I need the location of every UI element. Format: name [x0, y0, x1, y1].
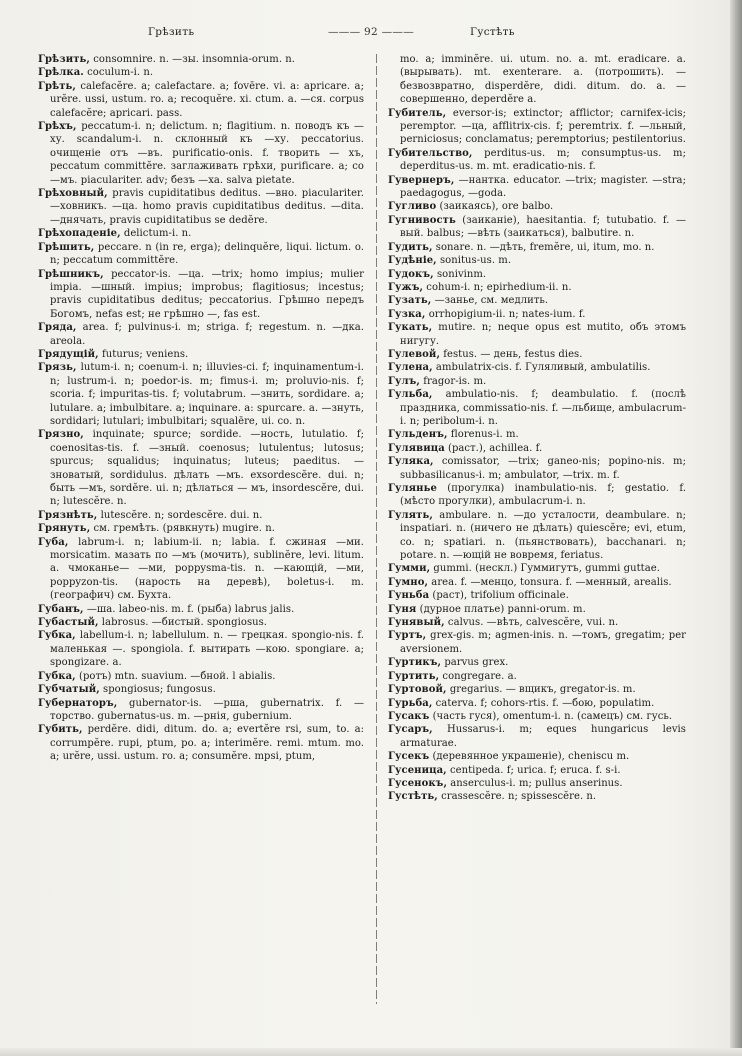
entry-definition: —нантка. educator. —trix; magister. —stra; paedagogus, —goda.	[400, 174, 686, 200]
entry-headword: Гулять,	[388, 509, 433, 521]
column-divider	[376, 54, 377, 1004]
dictionary-entry	[38, 428, 364, 508]
entry-headword: Гугливо	[388, 201, 437, 213]
entry-headword: Гумми,	[388, 563, 431, 575]
running-head	[0, 26, 742, 46]
entry-definition: cohum-i. n; epirhedium-ii. n.	[423, 281, 572, 293]
scan-page-edge	[730, 0, 742, 1056]
dictionary-entry	[38, 670, 364, 683]
entry-definition: lutescĕre. n; sordescĕre. dui. n.	[97, 509, 263, 521]
dictionary-entry	[38, 241, 364, 268]
entry-headword: Гуня	[388, 603, 417, 615]
entry-headword: Гульба,	[388, 389, 433, 401]
entry-headword: Гулена,	[388, 362, 433, 374]
entry-definition: area. f. —менцо, tonsura. f. —менный, arealis.	[428, 576, 672, 588]
entry-definition: sonare. n. —дѣть, fremĕre, ui, itum, mo. n.	[432, 241, 655, 253]
entry-definition: festus. — день, festus dies.	[440, 348, 583, 360]
entry-definition: pravis cupiditatibus deditus. —вно. piaculariter. —ховникъ. —ца. homo pravis cupiditatibus deditus. —dita. —днячать, pravis cupiditatibus se dedĕre.	[50, 188, 364, 226]
dictionary-entry	[388, 294, 686, 307]
dictionary-entry	[388, 509, 686, 563]
entry-definition: ambulatrix-cis. f. Гуляливый, ambulatilis.	[432, 362, 651, 374]
entry-headword: Губернаторъ,	[38, 697, 118, 709]
entry-headword: Гурьба,	[388, 697, 433, 709]
entry-definition: inquinate; spurce; sordide. —ность, lutulatio. f; coenositas-tis. f. —зный. coenosus; lutulentus; lutosus; spurcus; squalidus; inquinatus; luteus; paeditus. —зноватый, sordidulus. дѣлать —мъ. exsordescĕre. dui. n; быть —мъ, sordĕre. ui. n; дѣлаться — мъ, insordescĕre, dui. n; lutescĕre. n.	[50, 429, 364, 508]
entry-headword: Гукать,	[388, 322, 433, 334]
entry-definition: delictum-i. n.	[120, 228, 192, 240]
dictionary-entry	[38, 227, 364, 240]
entry-definition: ambulare. n. —до усталости, deambulare. n; inspatiari. n. (ничего не дѣлать) quiescĕre; evi, etum, co. n; spatiari. n. (пьянствовать), bacchanari. n; potare. n. —ющій не вовремя, feriatus.	[400, 509, 686, 562]
scan-bottom-edge	[0, 1048, 742, 1056]
dictionary-entry	[388, 268, 686, 281]
entry-headword: Грѣховный,	[38, 188, 108, 200]
entry-definition: gregarius. — вщикъ, gregator-is. m.	[446, 684, 636, 696]
dictionary-entry	[38, 536, 364, 603]
dictionary-entry	[388, 53, 686, 107]
entry-headword: Гулянье	[388, 483, 437, 494]
entry-headword: Грѣшникъ,	[38, 268, 104, 280]
dictionary-entry	[388, 603, 686, 616]
entry-headword: Губка,	[38, 630, 76, 642]
entry-headword: Губастый,	[38, 617, 99, 629]
entry-headword: Губительство,	[388, 147, 473, 159]
entry-headword: Гульденъ,	[388, 429, 448, 441]
dictionary-entry	[38, 120, 364, 187]
entry-definition: labrosus. —бистый. spongiosus.	[98, 617, 268, 629]
entry-definition: lutum-i. n; coenum-i. n; illuvies-ci. f; inquinamentum-i. n; lustrum-i. n; poedor-is. m; fimus-i. m; proluvio-nis. f; scoria. f; impuritas-tis. f; volutabrum. —знить, sordidare. a; lutulare. a; imbulbitare. a; inquinare. a: spurcare. a. —знуть, sordidari; lutulari; imbulbitari; squalēre, ui. co. n.	[50, 362, 364, 427]
entry-definition: parvus grex.	[441, 657, 509, 669]
dictionary-entry	[388, 616, 686, 629]
dictionary-entry	[38, 629, 364, 669]
entry-headword: Гудокъ,	[388, 268, 434, 280]
entry-definition: anserculus-i. m; pullus anserinus.	[447, 777, 623, 789]
entry-headword: Гулъ,	[388, 375, 421, 387]
dictionary-entry	[38, 723, 364, 763]
entry-headword: Гусеница,	[388, 764, 447, 776]
dictionary-entry	[388, 562, 686, 575]
entry-definition: labrum-i. n; labium-ii. n; labia. f. сжиная —ми. morsicatim. мазать по —мъ (мочить), sublinĕre, levi. litum. a. чмоканье— —ми, poppysma-tis. n. —кающій, —ми, poppyzon-tis. (нарость на деревѣ), boletus-i. m. (географич) см. Бухта.	[50, 536, 364, 602]
dictionary-entry	[388, 683, 686, 696]
dictionary-entry	[388, 482, 686, 509]
dictionary-entry	[38, 616, 364, 629]
entry-headword: Губка,	[38, 670, 76, 682]
entry-headword: Губчатый,	[38, 684, 100, 696]
entry-headword: Гугнивость	[388, 214, 456, 226]
dictionary-entry	[38, 80, 364, 120]
entry-definition: centipeda. f; urica. f; eruca. f. s-i.	[446, 764, 621, 776]
entry-headword: Гунявый,	[388, 617, 445, 629]
entry-definition: sonivinm.	[433, 268, 487, 280]
entry-headword: Грѣть,	[38, 80, 76, 92]
right-column	[388, 53, 686, 804]
entry-definition: area. f; pulvinus-i. m; striga. f; regestum. n. —дка. areola.	[50, 322, 364, 347]
entry-headword: Гувернеръ,	[388, 174, 455, 186]
dictionary-entry	[38, 603, 364, 616]
dictionary-entry	[388, 388, 686, 428]
entry-definition: consomnire. n. —зы. insomnia-orum. n.	[90, 54, 295, 65]
entry-definition: gummi. (нескл.) Гуммигутъ, gummi guttae.	[430, 563, 660, 575]
dictionary-entry	[388, 348, 686, 361]
dictionary-entry	[38, 683, 364, 696]
entry-definition: mutire. n; neque opus est mutito, объ этомъ нигугу.	[400, 322, 686, 347]
dictionary-entry	[388, 764, 686, 777]
entry-definition: calefacĕre. a; calefactare. a; fovēre. vi. a: apricare. a; urĕre. ussi, ustum. ro. a; recoquĕre. xi. ctum. a. —ся. corpus calefacĕre; apricari. pass.	[50, 80, 364, 119]
dictionary-entry	[388, 428, 686, 441]
entry-headword: Грянуть,	[38, 523, 91, 535]
entry-headword: Губить,	[38, 724, 83, 736]
entry-definition: peccator-is. —ца. —trix; homo impius; mulier impia. —шный. impius; improbus; flagitiosus; incestus; pravis cupiditatibus deditus; peccatorius. Грѣшно передъ Богомъ, nefas est; не грѣшно —, fas est.	[50, 268, 364, 320]
entry-definition: —занье, см. медлить.	[431, 295, 549, 307]
page-number: ——— 92 ———	[328, 26, 415, 38]
dictionary-entry	[388, 200, 686, 213]
entry-headword: Гудить,	[388, 241, 433, 253]
dictionary-entry	[38, 268, 364, 322]
entry-definition: (заиканіе), haesitantia. f; tutubatio. f. —вый. balbus; —вѣть (заикаться), balbutire. n.	[400, 214, 686, 240]
entry-definition: congregare. a.	[439, 670, 517, 682]
dictionary-entry	[38, 187, 364, 227]
entry-headword: Гуртикъ,	[388, 657, 442, 669]
entry-definition: (раст), trifolium officinale.	[429, 590, 569, 602]
running-head-last-word: Густѣть	[470, 26, 515, 38]
entry-headword: Грязь,	[38, 362, 77, 374]
entry-definition: peccare. n (in re, erga); delinquĕre, liqui. lictum. o. n; peccatum committĕre.	[50, 241, 364, 267]
entry-headword: Гумно,	[388, 576, 429, 588]
dictionary-entry	[388, 214, 686, 241]
entry-headword: Густѣть,	[388, 791, 438, 803]
dictionary-entry	[38, 321, 364, 348]
entry-headword: Грѣлка.	[38, 67, 84, 79]
entry-definition: caterva. f; cohors-rtis. f. —бою, populatim.	[432, 697, 655, 709]
entry-definition: fragor-is. m.	[420, 375, 487, 387]
entry-definition: см. гремѣть. (рявкнуть) mugire. n.	[90, 523, 275, 535]
entry-definition: comissator, —trix; ganeo-nis; popino-nis. m; subbasilicanus-i. m; ambulator, —trix. m. f.	[400, 456, 686, 481]
entry-headword: Гусенокъ,	[388, 777, 448, 789]
dictionary-entry	[388, 670, 686, 683]
entry-definition: (деревянное украшеніе), chenisсu m.	[429, 751, 630, 763]
entry-headword: Гусакъ	[388, 710, 430, 722]
entry-headword: Гулевой,	[388, 348, 441, 360]
entry-headword: Грядущій,	[38, 348, 99, 360]
entry-definition: eversor-is; extinctor; afflictor; carnifex-icis; peremptor. —ца, afflitrix-cis. f; peremtrix. f. —льный, perniciosus; conclamatus; peremptorius; pestilentorius.	[400, 107, 686, 146]
entry-headword: Грѣзить,	[38, 54, 90, 65]
dictionary-entry	[388, 254, 686, 267]
entry-headword: Грязно,	[38, 429, 84, 441]
entry-headword: Гузка,	[388, 308, 426, 320]
entry-headword: Гужъ,	[388, 281, 424, 293]
dictionary-entry	[388, 576, 686, 589]
entry-definition: labellum-i. n; labellulum. n. — грецкая. spongio-nis. f. маленькая —. spongiola. f. вытирать —кою. spongiare. a; spongizare. a.	[50, 630, 364, 669]
dictionary-entry	[388, 442, 686, 455]
entry-headword: Гуртовой,	[388, 684, 447, 696]
entry-definition: (дурное платье) panni-orum. m.	[416, 603, 586, 615]
dictionary-entry	[388, 750, 686, 763]
entry-headword: Губитель,	[388, 107, 447, 119]
dictionary-entry	[38, 697, 364, 724]
dictionary-entry	[388, 281, 686, 294]
entry-headword: Гусаръ,	[388, 724, 433, 736]
dictionary-entry	[388, 107, 686, 147]
entry-headword: Губа,	[38, 536, 69, 548]
dictionary-entry	[38, 522, 364, 535]
entry-definition: (часть гуся), omentum-i. n. (самецъ) см. гусь.	[429, 710, 673, 722]
entry-definition: orrhopigium-ii. n; nates-ium. f.	[425, 308, 586, 320]
entry-headword: Гряда,	[38, 322, 77, 334]
dictionary-entry	[388, 321, 686, 348]
entry-definition: crassescĕre. n; spissescĕre. n.	[437, 791, 597, 803]
entry-definition: —ша. labeo-nis. m. f. (рыба) labrus jalis.	[83, 603, 295, 615]
dictionary-entry	[388, 174, 686, 201]
entry-definition: Hussarus-i. m; eques hungaricus levis armaturae.	[400, 724, 686, 749]
entry-headword: Грѣхъ,	[38, 121, 77, 133]
entry-definition: perditus-us. m; consumptus-us. m; deperditus-us. m. mt. eradicatio-nis. f.	[400, 147, 686, 173]
entry-headword: Грязнѣть,	[38, 509, 98, 521]
entry-headword: Гусекъ	[388, 751, 430, 763]
entry-definition: sonitus-us. m.	[436, 255, 512, 267]
dictionary-entry	[388, 656, 686, 669]
entry-definition: coculum-i. n.	[83, 67, 154, 79]
entry-definition: mo. a; imminĕre. ui. utum. no. a. mt. eradicare. a. (вырывать). mt. exenterare. a. (потрошить). — безвозвратно, disperdĕre, didi. ditum. do. a. — совершенно, deperdĕre a.	[400, 54, 686, 106]
entry-definition: ambulatio-nis. f; deambulatio. f. (послѣ праздника, commissatio-nis. f. —льбище, ambulacrum-i. n; peribolum-i. n.	[400, 389, 686, 427]
entry-definition: (ротъ) mtn. suavium. —бной. l abialis.	[75, 670, 276, 682]
entry-definition: gubernator-is. —рша, gubernatrix. f. —торство. gubernatus-us. m. —рнія, gubernium.	[50, 697, 364, 722]
dictionary-entry	[388, 241, 686, 254]
entry-definition: spongiosus; fungosus.	[99, 684, 216, 696]
left-column	[38, 53, 364, 764]
entry-definition: calvus. —вѣть, calvescĕre, vui. n.	[444, 617, 619, 629]
entry-definition: (раст.), achillea. f.	[444, 442, 543, 454]
dictionary-entry	[388, 629, 686, 656]
entry-headword: Грѣшить,	[38, 241, 95, 253]
entry-headword: Гуртить,	[388, 670, 440, 682]
entry-headword: Гудѣніе,	[388, 255, 437, 267]
dictionary-entry	[38, 53, 364, 66]
dictionary-entry	[388, 723, 686, 750]
entry-headword: Гулявица	[388, 442, 445, 454]
running-head-first-word: Грѣзить	[148, 26, 195, 38]
entry-headword: Гузать,	[388, 295, 432, 307]
dictionary-entry	[38, 348, 364, 361]
dictionary-entry	[388, 455, 686, 482]
entry-definition: (прогулка) inambulatio-nis. f; gestatio. f. (мѣсто прогулки), ambulacrum-i. n.	[400, 483, 686, 508]
entry-definition: perdĕre. didi, ditum. do. a; evertĕre rsi, sum, to. a: corrumpĕre. rupi, ptum, po. a; interimĕre. remi. mtum. mo. a; urĕre, ussi. ustum. ro. a; consumĕre. mpsi, ptum,	[50, 724, 364, 763]
dictionary-entry	[388, 375, 686, 388]
dictionary-entry	[388, 777, 686, 790]
entry-headword: Гуньба	[388, 590, 430, 602]
entry-definition: peccatum-i. n; delictum. n; flagitium. n. поводъ къ —ху. scandalum-i. n. склонный къ —ху. peccatorius. очищеніе отъ —въ. purificatio-onis. f. творить — хъ, peccatum committĕre. заглаживать грѣхи, purificare. a; со —мъ. piaculariter. adv; безъ —ха. salva pietate.	[50, 121, 364, 186]
dictionary-entry	[388, 308, 686, 321]
dictionary-entry	[38, 509, 364, 522]
entry-definition: florenus-i. m.	[447, 429, 519, 441]
dictionary-entry	[388, 697, 686, 710]
dictionary-entry	[38, 361, 364, 428]
entry-headword: Гуртъ,	[388, 630, 427, 642]
entry-definition: (заикаясь), ore balbo.	[436, 201, 554, 213]
entry-headword: Гуляка,	[388, 456, 434, 468]
entry-definition: grex-gis. m; agmen-inis. n. —томъ, gregatim; per aversionem.	[400, 630, 686, 655]
dictionary-entry	[388, 589, 686, 602]
entry-headword: Губанъ,	[38, 603, 84, 615]
entry-headword: Грѣхопаденіе,	[38, 228, 121, 240]
dictionary-entry	[388, 147, 686, 174]
dictionary-entry	[388, 361, 686, 374]
dictionary-entry	[38, 66, 364, 79]
dictionary-entry	[388, 790, 686, 803]
entry-definition: futurus; veniens.	[98, 348, 189, 360]
dictionary-entry	[388, 710, 686, 723]
